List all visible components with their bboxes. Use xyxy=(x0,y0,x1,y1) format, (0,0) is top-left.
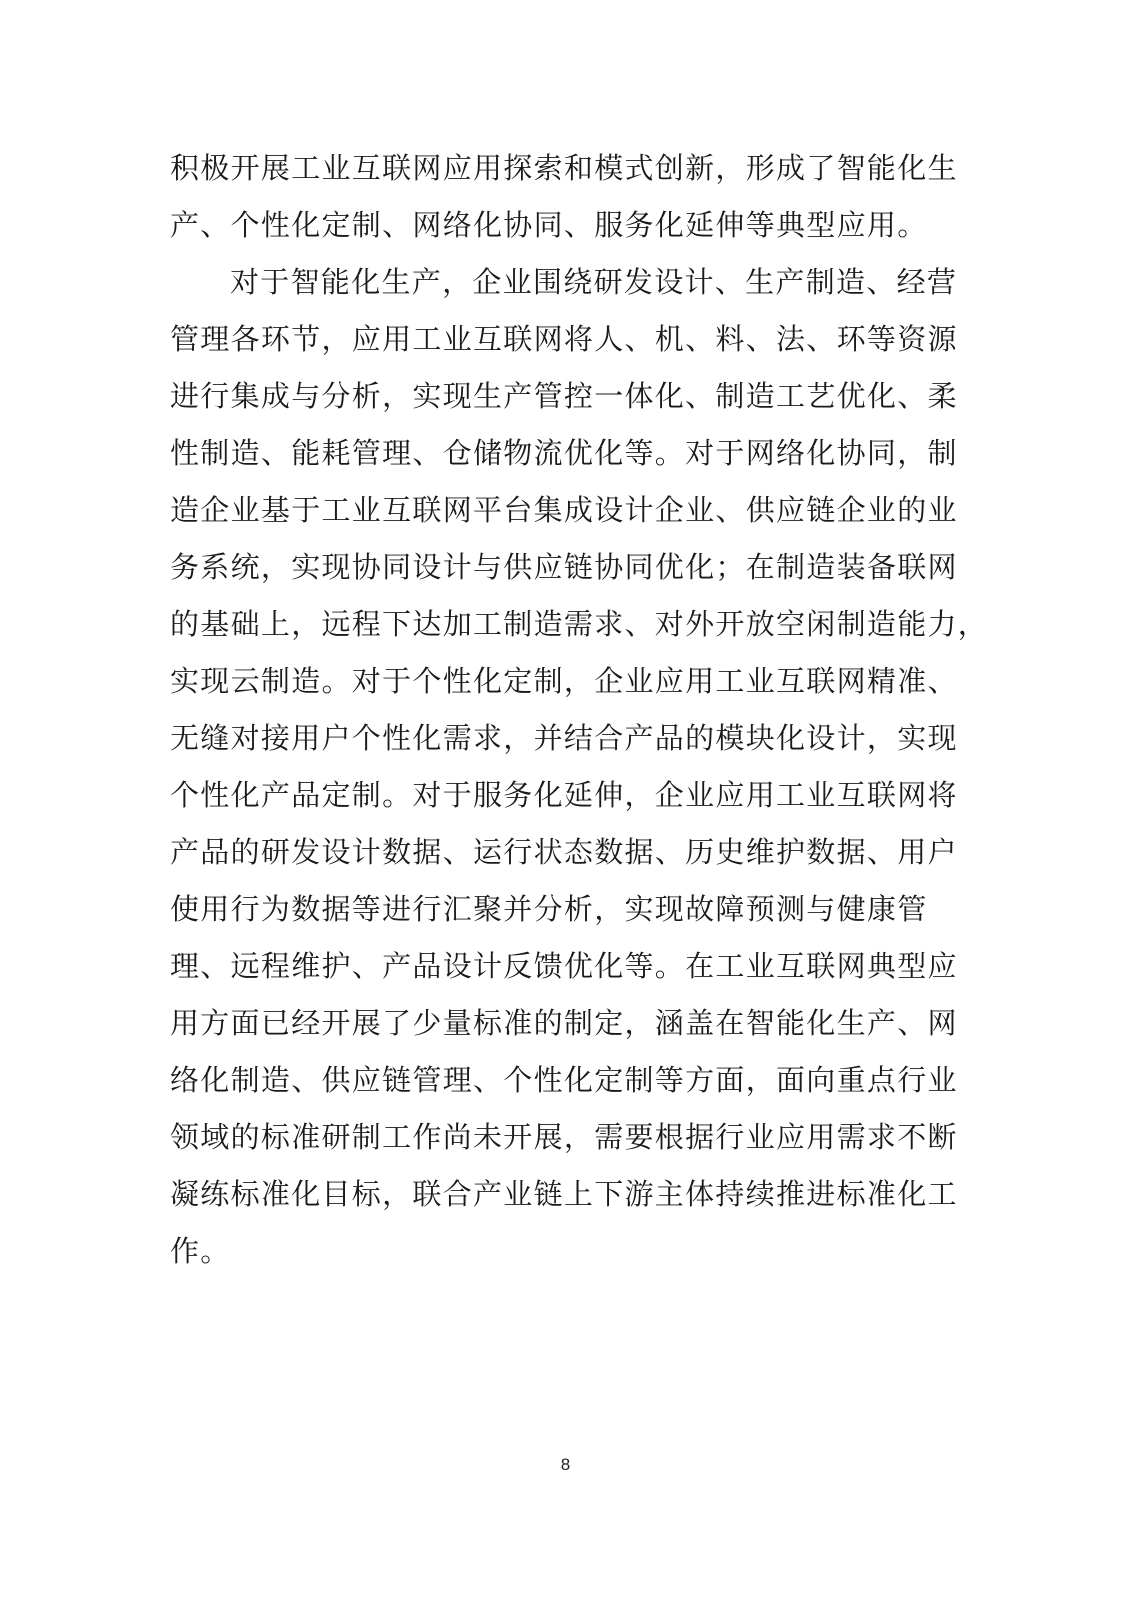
text-line: 无缝对接用户个性化需求，并结合产品的模块化设计，实现 xyxy=(170,721,958,755)
text-line: 造企业基于工业互联网平台集成设计企业、供应链企业的业 xyxy=(170,493,958,527)
text-line: 络化制造、供应链管理、个性化定制等方面，面向重点行业 xyxy=(170,1063,958,1097)
text-line: 务系统，实现协同设计与供应链协同优化；在制造装备联网 xyxy=(170,550,958,584)
text-line: 使用行为数据等进行汇聚并分析，实现故障预测与健康管 xyxy=(170,892,928,926)
text-line: 领域的标准研制工作尚未开展，需要根据行业应用需求不断 xyxy=(170,1120,958,1154)
text-line: 作。 xyxy=(170,1234,231,1268)
text-line: 实现云制造。对于个性化定制，企业应用工业互联网精准、 xyxy=(170,664,958,698)
text-line: 个性化产品定制。对于服务化延伸，企业应用工业互联网将 xyxy=(170,778,958,812)
text-line: 凝练标准化目标，联合产业链上下游主体持续推进标准化工 xyxy=(170,1177,958,1211)
text-line: 用方面已经开展了少量标准的制定，涵盖在智能化生产、网 xyxy=(170,1006,958,1040)
text-line: 性制造、能耗管理、仓储物流优化等。对于网络化协同，制 xyxy=(170,436,958,470)
text-line: 积极开展工业互联网应用探索和模式创新，形成了智能化生 xyxy=(170,151,958,185)
text-line: 进行集成与分析，实现生产管控一体化、制造工艺优化、柔 xyxy=(170,379,958,413)
paragraph-start-line: 对于智能化生产，企业围绕研发设计、生产制造、经营 xyxy=(230,265,958,299)
body-text xyxy=(170,140,989,1280)
text-line: 产品的研发设计数据、运行状态数据、历史维护数据、用户 xyxy=(170,835,958,869)
text-line: 管理各环节，应用工业互联网将人、机、料、法、环等资源 xyxy=(170,322,958,356)
page-number: 8 xyxy=(560,1455,571,1474)
text-line: 产、个性化定制、网络化协同、服务化延伸等典型应用。 xyxy=(170,208,928,242)
text-line: 理、远程维护、产品设计反馈优化等。在工业互联网典型应 xyxy=(170,949,958,983)
text-line: 的基础上，远程下达加工制造需求、对外开放空闲制造能力， xyxy=(170,607,989,641)
